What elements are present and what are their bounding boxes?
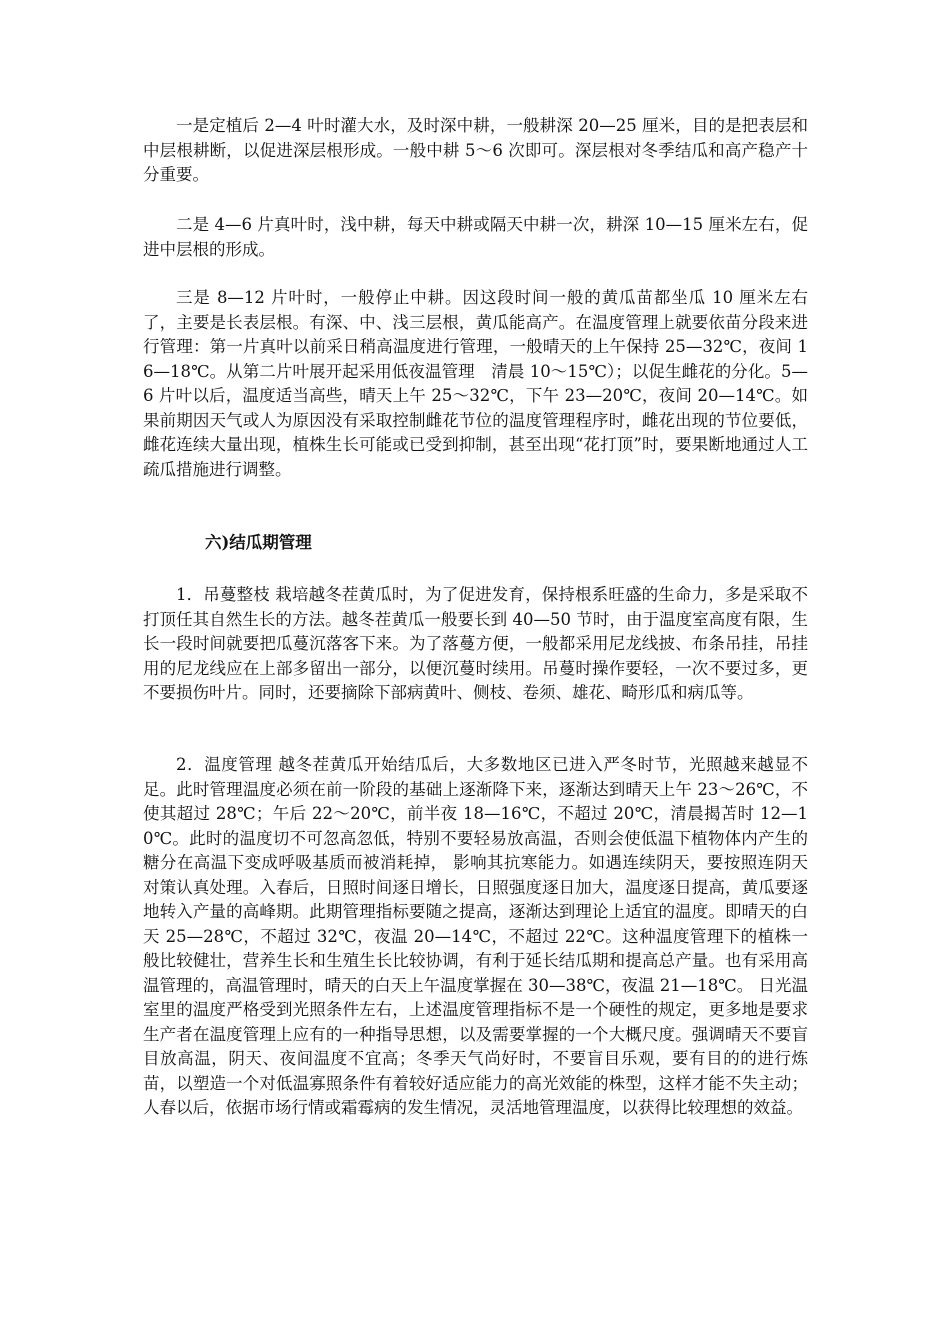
paragraph-vine-pruning: 1．吊蔓整枝 栽培越冬茬黄瓜时，为了促进发育，保持根系旺盛的生命力，多是采取不打顶任其自然生长的方法。越冬茬黄瓜一般要长到 40—50 节时，由于温度室高度有限，生长一段时间就要把瓜蔓沉落客下来。为了落蔓方便，一般都采用尼龙线披、布条吊挂，吊挂用的尼龙线应在上部多留出一部分，以便沉蔓时续用。吊蔓时操作要轻，一次不要过多，更不要损伤叶片。同时，还要摘除下部病黄叶、侧枝、卷须、雄花、畸形瓜和病瓜等。 [143,585,808,702]
paragraph-shallow-cultivation: 二是 4—6 片真叶时，浅中耕，每天中耕或隔天中耕一次，耕深 10—15 厘米左右，促进中层根的形成。 [143,215,808,259]
paragraph-temperature-management: 2．温度管理 越冬茬黄瓜开始结瓜后，大多数地区已进入严冬时节，光照越来越显不足。此时管理温度必须在前一阶段的基础上逐渐降下来，逐渐达到晴天上午 23～26℃，不使其超过 28℃；午后 22～20℃，前半夜 18—16℃，不超过 20℃，清晨揭苫时 12—10℃。此时的温度切不可忽高忽低，特别不要轻易放高温，否则会使低温下植物体内产生的糖分在高温下变成呼吸基质而被消耗掉， 影响其抗寒能力。如遇连续阴天，要按照连阴天对策认真处理。入春后，日照时间逐日增长，日照强度逐日加大，温度逐日提高，黄瓜要逐地转入产量的高峰期。此期管理指标要随之提高，逐渐达到理论上适宜的温度。即晴天的白天 25—28℃，不超过 32℃，夜温 20—14℃，不超过 22℃。这种温度管理下的植株一般比较健壮，营养生长和生殖生长比较协调，有利于延长结瓜期和提高总产量。也有采用高温管理的，高温管理时，晴天的白天上午温度掌握在 30—38℃，夜温 21—18℃。 日光温室里的温度严格受到光照条件左右，上述温度管理指标不是一个硬性的规定，更多地是要求生产者在温度管理上应有的一种指导思想，以及需要掌握的一个大概尺度。强调晴天不要盲目放高温，阴天、夜间温度不宜高；冬季天气尚好时，不要盲目乐观，要有目的的进行炼苗，以塑造一个对低温寡照条件有着较好适应能力的高光效能的株型，这样才能不失主动；人春以后，依据市场行情或霜霉病的发生情况，灵活地管理温度，以获得比较理想的效益。 [143,755,808,1117]
paragraph-deep-cultivation: 一是定植后 2—4 叶时灌大水，及时深中耕，一般耕深 20—25 厘米，目的是把表层和中层根耕断，以促进深层根形成。一般中耕 5～6 次即可。深层根对冬季结瓜和高产稳产十分重要。 [143,116,808,184]
paragraph-stop-cultivation: 三是 8—12 片叶时，一般停止中耕。因这段时间一般的黄瓜苗都坐瓜 10 厘米左右了，主要是长表层根。有深、中、浅三层根，黄瓜能高产。在温度管理上就要依苗分段来进行管理：第一片真叶以前采日稍高温度进行管理，一般晴天的上午保持 25—32℃，夜间 16—18℃。从第二片叶展开起采用低夜温管理 清晨 10～15℃）；以促生雌花的分化。5—6 片叶以后，温度适当高些，晴天上午 25～32℃，下午 23—20℃，夜间 20—14℃。如果前期因天气或人为原因没有采取控制雌花节位的温度管理程序时，雌花出现的节位要低，雌花连续大量出现，植株生长可能或已受到抑制，甚至出现“花打顶”时，要果断地通过人工疏瓜措施进行调整。 [143,288,808,479]
section-heading: 六)结瓜期管理 [205,533,312,552]
